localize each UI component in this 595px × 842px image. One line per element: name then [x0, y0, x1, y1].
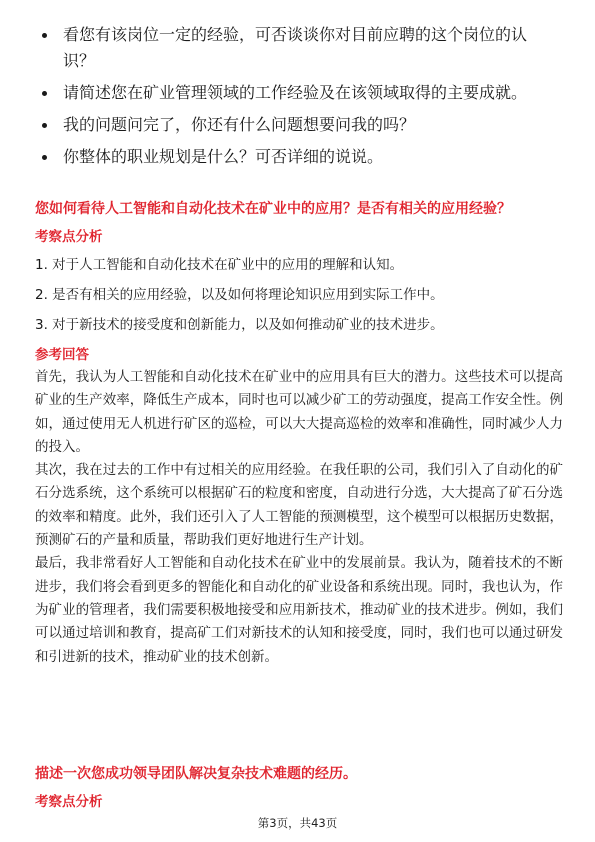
answer-heading: 参考回答 — [35, 347, 89, 363]
bullet-item — [38, 112, 558, 138]
bullet-item — [38, 80, 558, 106]
bullet-text: 你整体的职业规划是什么？可否详细的说说。 — [63, 147, 384, 166]
question-bullet-list — [38, 22, 558, 176]
answer-paragraph: 首先，我认为人工智能和自动化技术在矿业中的应用具有巨大的潜力。这些技术可以提高矿业的生产效率，降低生产成本，同时也可以减少矿工的劳动强度，提高工作安全性。例如，通过使用无人机进行矿区的巡检，可以大大提高巡检的效率和准确性，同时减少人力的投入。 — [35, 369, 563, 455]
question-section-2 — [35, 763, 563, 813]
analysis-point: 3. 对于新技术的接受度和创新能力，以及如何推动矿业的技术进步。 — [35, 317, 444, 333]
answer-body — [35, 366, 563, 669]
bullet-dot-icon — [42, 33, 47, 38]
bullet-text: 我的问题问完了，你还有什么问题想要问我的吗？ — [63, 115, 416, 134]
bullet-dot-icon — [42, 155, 47, 160]
answer-paragraph: 其次，我在过去的工作中有过相关的应用经验。在我任职的公司，我们引入了自动化的矿石分选系统，这个系统可以根据矿石的粒度和密度，自动进行分选，大大提高了矿石分选的效率和精度。此外，我们还引入了人工智能的预测模型，这个模型可以根据历史数据，预测矿石的产量和质量，帮助我们更好地进行生产计划。 — [35, 462, 563, 549]
page-number: 第3页，共43页 — [257, 816, 338, 830]
bullet-text: 请简述您在矿业管理领域的工作经验及在该领域取得的主要成就。 — [63, 83, 528, 102]
analysis-heading: 考察点分析 — [35, 229, 103, 245]
question-section-1 — [35, 198, 563, 669]
analysis-point: 1. 对于人工智能和自动化技术在矿业中的应用的理解和认知。 — [35, 257, 404, 273]
bullet-dot-icon — [42, 91, 47, 96]
analysis-points — [35, 254, 563, 336]
analysis-heading: 考察点分析 — [35, 794, 103, 810]
question-title: 您如何看待人工智能和自动化技术在矿业中的应用？是否有相关的应用经验？ — [35, 201, 511, 217]
question-title: 描述一次您成功领导团队解决复杂技术难题的经历。 — [35, 766, 357, 782]
bullet-dot-icon — [42, 123, 47, 128]
bullet-text: 看您有该岗位一定的经验，可否谈谈你对目前应聘的这个岗位的认识？ — [63, 25, 528, 70]
answer-paragraph: 最后，我非常看好人工智能和自动化技术在矿业中的发展前景。我认为，随着技术的不断进步，我们将会看到更多的智能化和自动化的矿业设备和系统出现。同时，我也认为，作为矿业的管理者，我们需要积极地接受和应用新技术，推动矿业的技术进步。例如，我们可以通过培训和教育，提高矿工们对新技术的认知和接受度，同时，我们也可以通过研发和引进新的技术，推动矿业的技术创新。 — [35, 555, 563, 665]
bullet-item — [38, 144, 558, 170]
bullet-item — [38, 22, 558, 74]
analysis-point: 2. 是否有相关的应用经验，以及如何将理论知识应用到实际工作中。 — [35, 287, 444, 303]
